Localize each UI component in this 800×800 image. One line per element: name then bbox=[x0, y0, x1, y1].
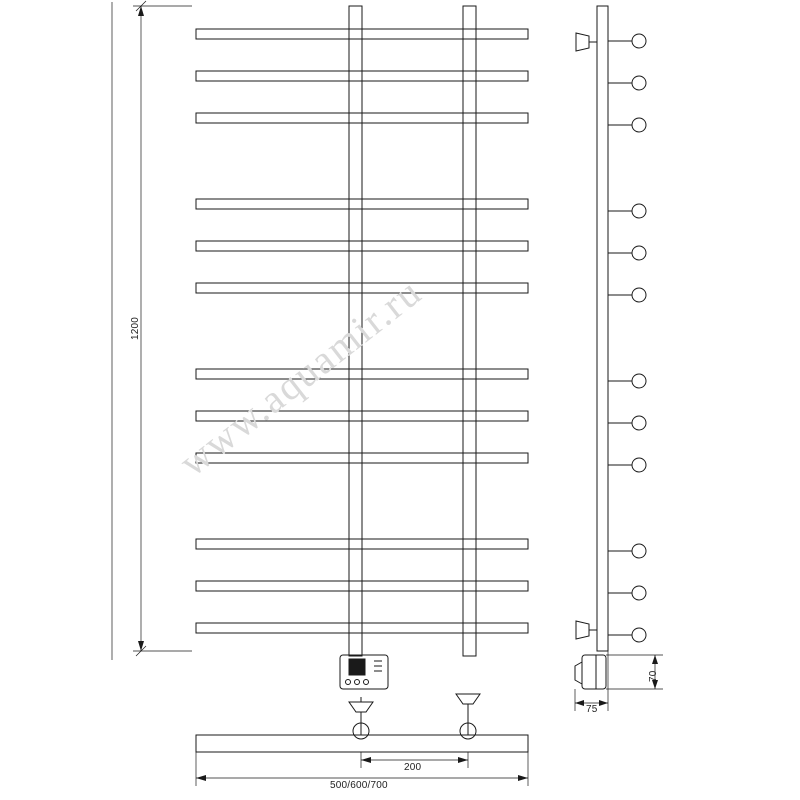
dimension-label-height: 1200 bbox=[130, 316, 141, 340]
thermostat-control-block-side bbox=[575, 655, 606, 689]
dimension-label-connection-spacing: 200 bbox=[404, 762, 422, 773]
dimension-label-width-options: 500/600/700 bbox=[330, 780, 388, 791]
dimension-label-bracket-offset: 70 bbox=[648, 670, 659, 682]
side-view bbox=[575, 6, 646, 689]
front-view-bottom-manifold bbox=[196, 694, 528, 752]
thermostat-control-block bbox=[340, 655, 388, 689]
dimension-label-depth: 75 bbox=[586, 704, 598, 715]
side-view-bar-ends bbox=[608, 34, 646, 642]
front-view-posts bbox=[349, 6, 476, 656]
watermark: www.aquamir.ru bbox=[170, 268, 431, 486]
